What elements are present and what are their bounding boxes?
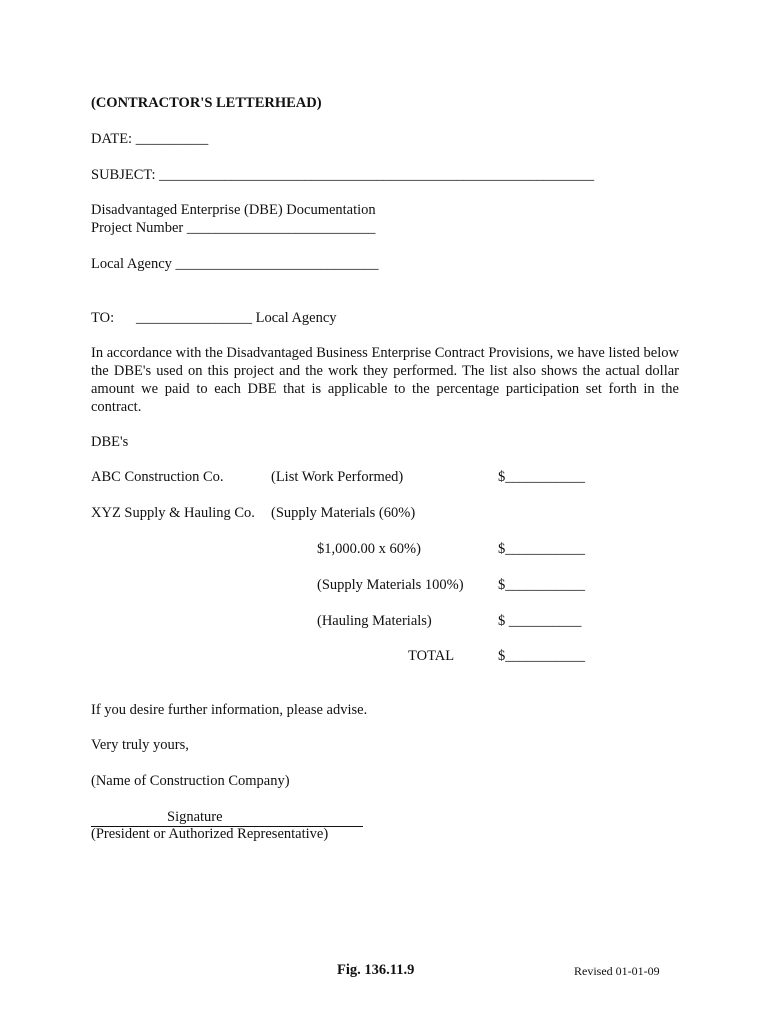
company-name-placeholder: (Name of Construction Company) bbox=[91, 773, 290, 789]
revised-label: Revised 01-01-09 bbox=[574, 964, 660, 978]
body-paragraph: In accordance with the Disadvantaged Business Enterprise Contract Provisions, we have listed below the DBE's used on this project and the work they performed. The list also shows the actual dollar amount we paid to each DBE that is applicable to the percentage participation set forth in the contract. bbox=[91, 345, 679, 415]
dbe-amount-abc: $___________ bbox=[498, 469, 585, 485]
to-value: ________________ Local Agency bbox=[136, 310, 337, 326]
dbe-work-hauling: (Hauling Materials) bbox=[317, 613, 432, 629]
letterhead-placeholder: (CONTRACTOR'S LETTERHEAD) bbox=[91, 95, 322, 111]
signer-title: (President or Authorized Representative) bbox=[91, 826, 329, 842]
closing-request: If you desire further information, please advise. bbox=[91, 702, 368, 718]
to-label: TO: bbox=[91, 310, 115, 326]
dbe-heading: DBE's bbox=[91, 434, 129, 450]
subject-line: SUBJECT: ____________________________________________________________ bbox=[91, 167, 595, 183]
local-agency-line: Local Agency ____________________________ bbox=[91, 256, 379, 272]
dbe-amount-calculation: $___________ bbox=[498, 541, 585, 557]
dbe-work-supply-100: (Supply Materials 100%) bbox=[317, 577, 464, 593]
dbe-amount-hauling: $ __________ bbox=[498, 613, 582, 629]
date-line: DATE: __________ bbox=[91, 131, 209, 147]
dbe-name-xyz: XYZ Supply & Hauling Co. bbox=[91, 505, 255, 521]
dbe-name-abc: ABC Construction Co. bbox=[91, 469, 224, 485]
figure-label: Fig. 136.11.9 bbox=[337, 962, 415, 978]
signature-label: Signature bbox=[167, 809, 223, 825]
project-number-line: Project Number __________________________ bbox=[91, 220, 376, 236]
dbe-work-xyz: (Supply Materials (60%) bbox=[271, 505, 416, 521]
total-amount: $___________ bbox=[498, 648, 585, 664]
dbe-work-abc: (List Work Performed) bbox=[271, 469, 404, 485]
total-label: TOTAL bbox=[408, 648, 455, 664]
dbe-amount-supply-100: $___________ bbox=[498, 577, 585, 593]
sign-off: Very truly yours, bbox=[91, 737, 189, 753]
dbe-work-calculation: $1,000.00 x 60%) bbox=[317, 541, 421, 557]
documentation-title: Disadvantaged Enterprise (DBE) Documentation bbox=[91, 202, 376, 218]
